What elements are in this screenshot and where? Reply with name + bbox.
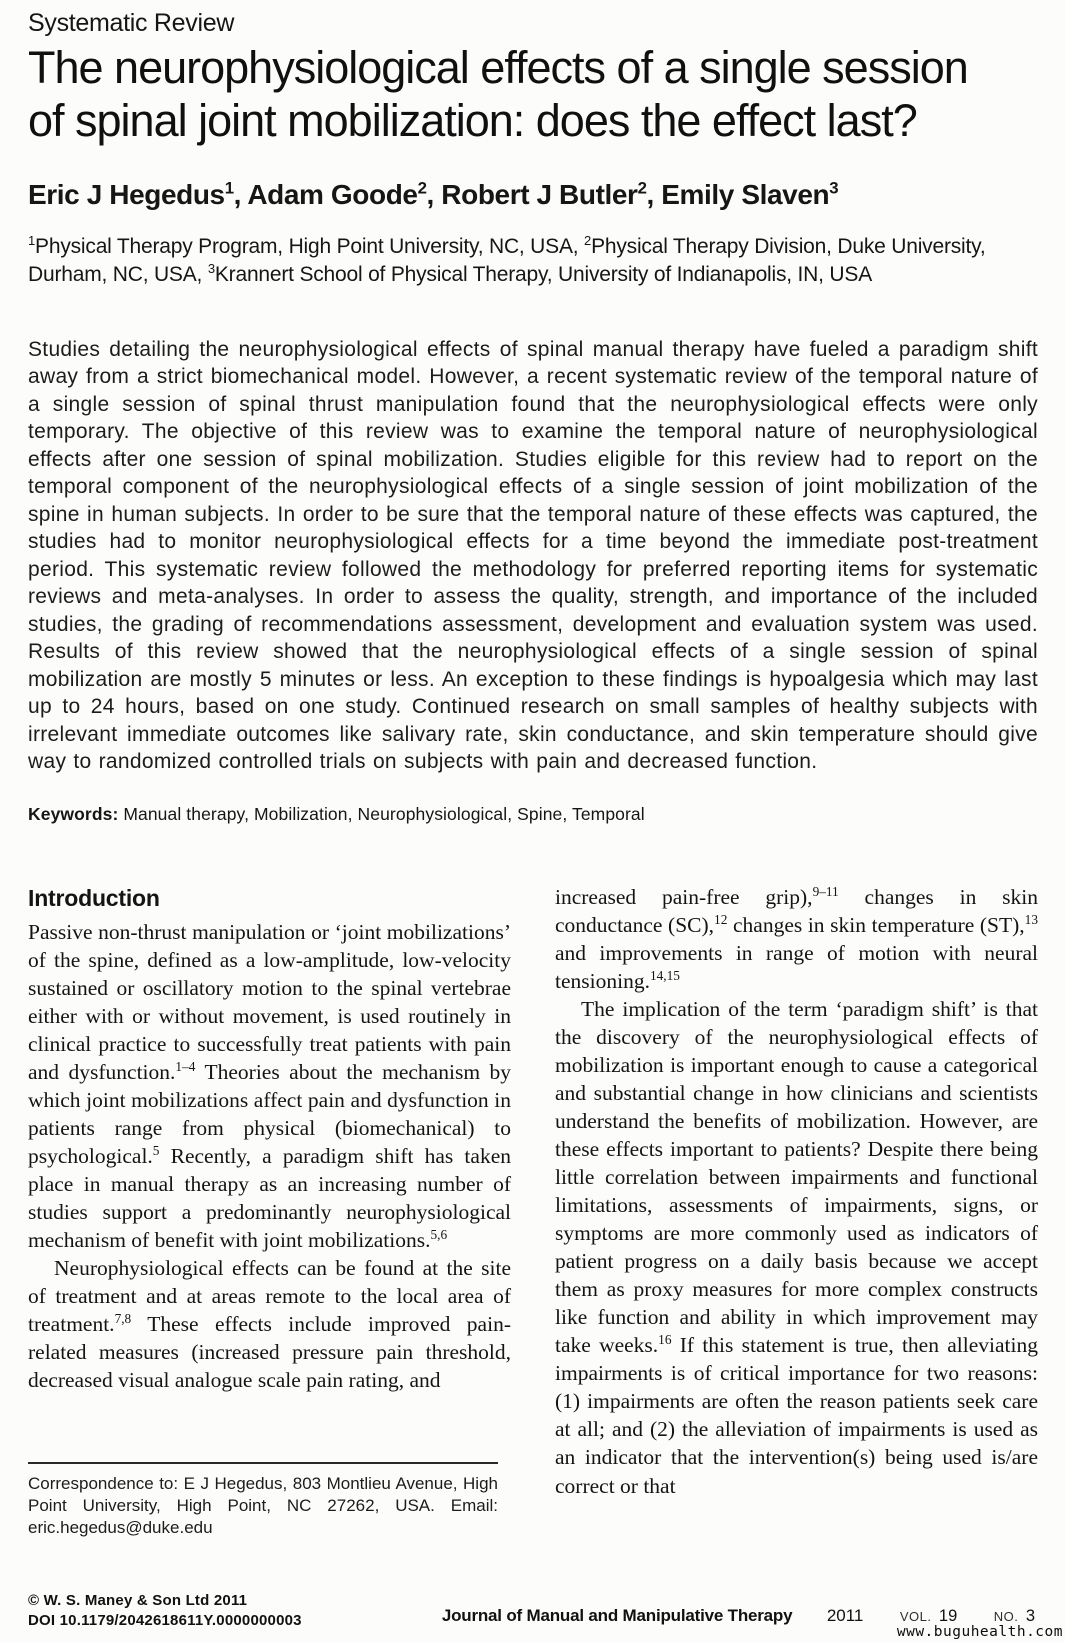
intro-paragraph: Passive non-thrust manipulation or ‘joint mobilizations’ of the spine, defined as a low-amplitude, low-velocity sustained or oscillatory motion to the spinal vertebrae either with or without movement, is used routinely in clinical practice to successfully treat patients with pain and dysfunction.$^{1-4}$ Theories about the mechanism by which joint mobilizations affect pain and dysfunction in patients range from physical (biomechanical) to psychological.$^5$ Recently, a paradigm shift has taken place in manual therapy as an increasing number of studies support a predominantly neurophysiological mechanism of benefit with joint mobilizations.$^{5,6}$ (28, 919, 512, 1253)
journal-footer-line (442, 1606, 1035, 1626)
article-type-label: Systematic Review (28, 9, 235, 37)
journal-year: 2011 (826, 1606, 864, 1625)
right-column (555, 883, 1038, 1500)
abstract-text: Studies detailing the neurophysiological effects of spinal manual therapy have fueled a paradigm shift away from a strict biomechanical model. However, a recent systematic review of the temporal nature of a single session of spinal thrust manipulation found that the neurophysiological effects were only temporary. The objective of this review was to examine the temporal nature of neurophysiological effects after one session of spinal mobilization. Studies eligible for this review had to report on the temporal component of the neurophysiological effects of a single session of joint mobilization of the spine in human subjects. In order to be sure that the temporal nature of these effects was captured, the studies had to monitor neurophysiological effects for a time beyond the immediate post-treatment period. This systematic review followed the methodology for preferred reporting items for systematic reviews and meta-analyses. In order to assess the quality, strength, and importance of the included studies, the grading of recommendations assessment, development and evaluation system was used. Results of this review showed that the neurophysiological effects of a single session of spinal mobilization are mostly 5 minutes or less. An exception to these findings is hypoalgesia which may last up to 24 hours, based on one study. Continued research on small samples of healthy subjects with irrelevant immediate outcomes like salivary rate, skin conductance, and skin temperature should give way to randomized controlled trials on subjects with pain and decreased function. (28, 337, 1038, 774)
issue-number: 3 (1025, 1607, 1035, 1625)
left-column (28, 883, 511, 1500)
keywords-text: Manual therapy, Mobilization, Neurophysiological, Spine, Temporal (123, 803, 645, 824)
doi-line: DOI 10.1179/2042618611Y.0000000003 (28, 1612, 302, 1630)
intro-paragraph: The implication of the term ‘paradigm shift’ is that the discovery of the neurophysiological effects of mobilization is important enough to cause a categorical and substantial change in how clinicians and scientists understand the benefits of mobilization. However, are these effects important to patients? Despite there being little correlation between impairments and functional limitations, assessments of impairments, signs, or symptoms are more commonly used as indicators of patient progress on a daily basis because we accept them as proxy measures for more complex constructs like function and ability in which improvement may take weeks.$^{16}$ If this statement is true, then alleviating impairments is of critical importance for two reasons: (1) impairments are often the reason patients seek care at all; and (2) the alleviation of impairments is used as an indicator that the intervention(s) being used is/are correct or that (555, 996, 1038, 1498)
journal-name: Journal of Manual and Manipulative Therapy (441, 1606, 793, 1625)
author-list: Eric J Hegedus$^1$, Adam Goode$^2$, Robert J Butler$^2$, Emily Slaven$^3$ (28, 178, 839, 211)
watermark-url: www.buguhealth.com (896, 1624, 1063, 1640)
two-column-body (28, 883, 1038, 1500)
copyright-doi-block (28, 1591, 302, 1632)
introduction-heading: Introduction (28, 884, 160, 911)
keywords-label: Keywords: (28, 803, 119, 824)
correspondence-footnote: Correspondence to: E J Hegedus, 803 Montlieu Avenue, High Point University, High Point, NC 27262, USA. Email: eric.hegedus@duke.edu (28, 1462, 498, 1539)
intro-paragraph: Neurophysiological effects can be found at the site of treatment and at areas remote to the local area of treatment.$^{7,8}$ These effects include improved pain-related measures (increased pressure pain threshold, decreased visual analogue scale pain rating, and (28, 1256, 511, 1393)
volume-number: 19 (938, 1607, 958, 1625)
issue-label: NO. (993, 1609, 1019, 1624)
author-affiliations: $^1$Physical Therapy Program, High Point University, NC, USA, $^2$Physical Therapy Division, Duke University, Durham, NC, USA, $^3$Krannert School of Physical Therapy, University of Indianapolis, IN, USA (28, 233, 986, 287)
keywords-line (28, 804, 1038, 825)
copyright-line: © W. S. Maney & Son Ltd 2011 (28, 1592, 248, 1609)
volume-label: VOL. (899, 1609, 932, 1624)
intro-paragraph: increased pain-free grip),$^{9-11}$ changes in skin conductance (SC),$^{12}$ changes in skin temperature (ST),$^{13}$ and improvements in range of motion with neural tensioning.$^{14,15}$ (555, 883, 1038, 993)
article-title: The neurophysiological effects of a single session of spinal joint mobilization: does the effect last? (28, 42, 968, 146)
